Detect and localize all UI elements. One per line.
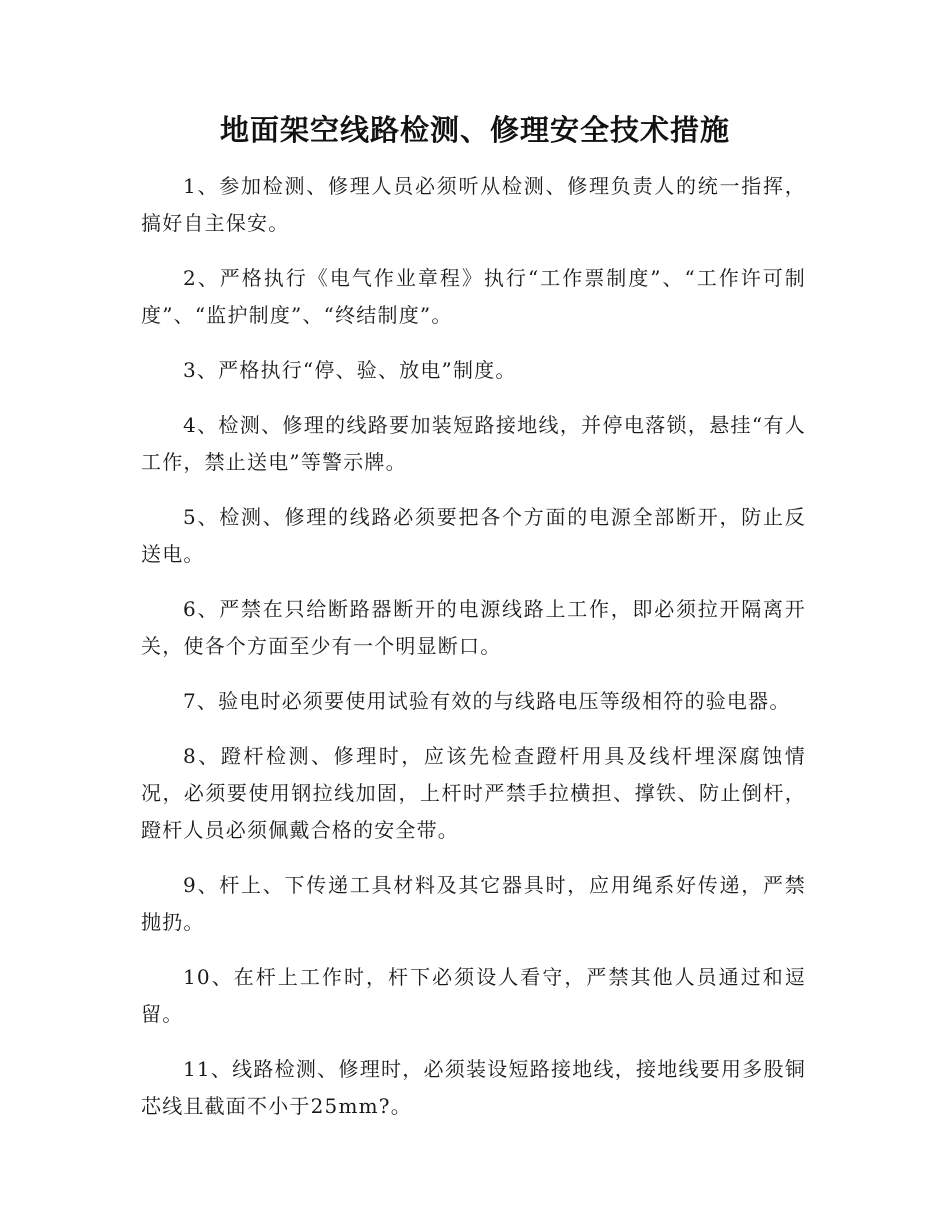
- paragraph-6: 6、严禁在只给断路器断开的电源线路上工作，即必须拉开隔离开关，使各个方面至少有一个明显断口。: [141, 597, 806, 658]
- paragraph-8: 8、蹬杆检测、修理时，应该先检查蹬杆用具及线杆埋深腐蚀情况，必须要使用钢拉线加固，上杆时严禁手拉横担、撑铁、防止倒杆，蹬杆人员必须佩戴合格的安全带。: [141, 744, 806, 842]
- paragraph-1: 1、参加检测、修理人员必须听从检测、修理负责人的统一指挥，搞好自主保安。: [141, 174, 806, 235]
- document-title: 地面架空线路检测、修理安全技术措施: [219, 113, 730, 147]
- paragraph-3: 3、严格执行“停、验、放电”制度。: [183, 358, 517, 382]
- paragraph-5: 5、检测、修理的线路必须要把各个方面的电源全部断开，防止反送电。: [141, 505, 806, 566]
- paragraph-9: 9、杆上、下传递工具材料及其它器具时，应用绳系好传递，严禁抛扔。: [141, 873, 806, 934]
- paragraph-11: 11、线路检测、修理时，必须装设短路接地线，接地线要用多股铜芯线且截面不小于25mm?。: [141, 1057, 806, 1118]
- paragraph-2: 2、严格执行《电气作业章程》执行“工作票制度”、“工作许可制度”、“监护制度”、“终结制度”。: [141, 266, 806, 327]
- document-body: [141, 168, 806, 1125]
- paragraph-4: 4、检测、修理的线路要加装短路接地线，并停电落锁，悬挂“有人工作，禁止送电”等警示牌。: [141, 413, 806, 474]
- paragraph-10: 10、在杆上工作时，杆下必须设人看守，严禁其他人员通过和逗留。: [141, 965, 806, 1026]
- paragraph-7: 7、验电时必须要使用试验有效的与线路电压等级相符的验电器。: [183, 689, 791, 713]
